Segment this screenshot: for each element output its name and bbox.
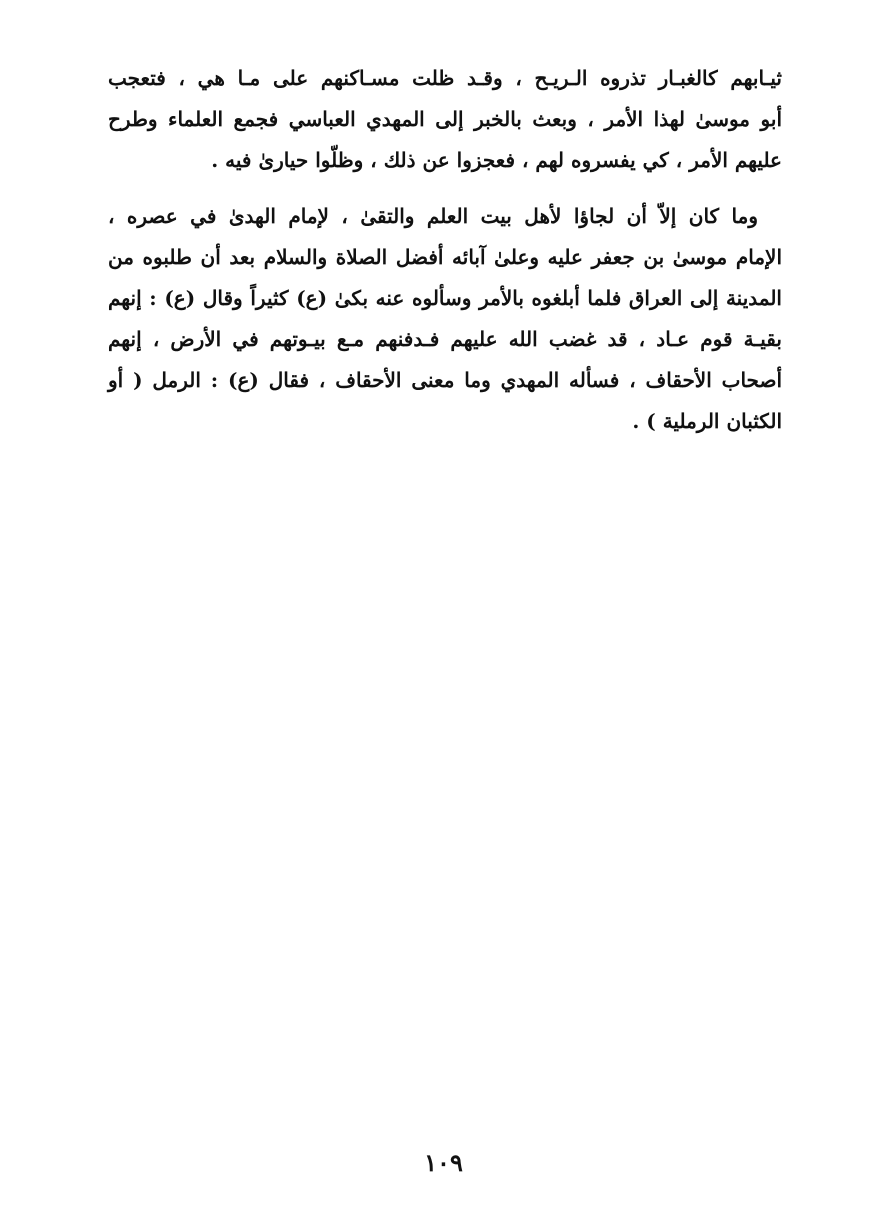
paragraph-2-line-4: بقيـة قوم عـاد ، قد غضب الله عليهم فـدفنهم مـع بيـوتهم في الأرض ، إنهم bbox=[108, 327, 782, 351]
paragraph-1-line-1: ثيـابهم كالغبـار تذروه الـريـح ، وقـد ظلت مسـاكنهم على مـا هي ، فتعجب bbox=[108, 66, 782, 90]
paragraph-2-line-2: الإمام موسىٰ بن جعفر عليه وعلىٰ آبائه أفضل الصلاة والسلام بعد أن طلبوه من bbox=[108, 245, 782, 269]
paragraph-2-line-6: الكثبان الرملية ) . bbox=[632, 409, 782, 433]
paragraph-1-line-2: أبو موسىٰ لهذا الأمر ، وبعث بالخبر إلى المهدي العباسي فجمع العلماء وطرح bbox=[108, 107, 782, 131]
page-number: ١٠٩ bbox=[424, 1148, 463, 1177]
paragraph-2-line-1: وما كان إلاّ أن لجاؤا لأهل بيت العلم والتقىٰ ، لإمام الهدىٰ في عصره ، bbox=[108, 204, 758, 228]
paragraph-2-line-5: أصحاب الأحقاف ، فسأله المهدي وما معنى الأحقاف ، فقال (ع) : الرمل ( أو bbox=[108, 368, 782, 392]
paragraph-1 bbox=[108, 58, 782, 181]
paragraph-2-line-3: المدينة إلى العراق فلما أبلغوه بالأمر وسألوه عنه بكىٰ (ع) كثيراً وقال (ع) : إنهم bbox=[108, 286, 782, 310]
paragraph-1-line-3: عليهم الأمر ، كي يفسروه لهم ، فعجزوا عن ذلك ، وظلّوا حيارىٰ فيه . bbox=[211, 148, 782, 172]
paragraph-2 bbox=[108, 196, 782, 442]
